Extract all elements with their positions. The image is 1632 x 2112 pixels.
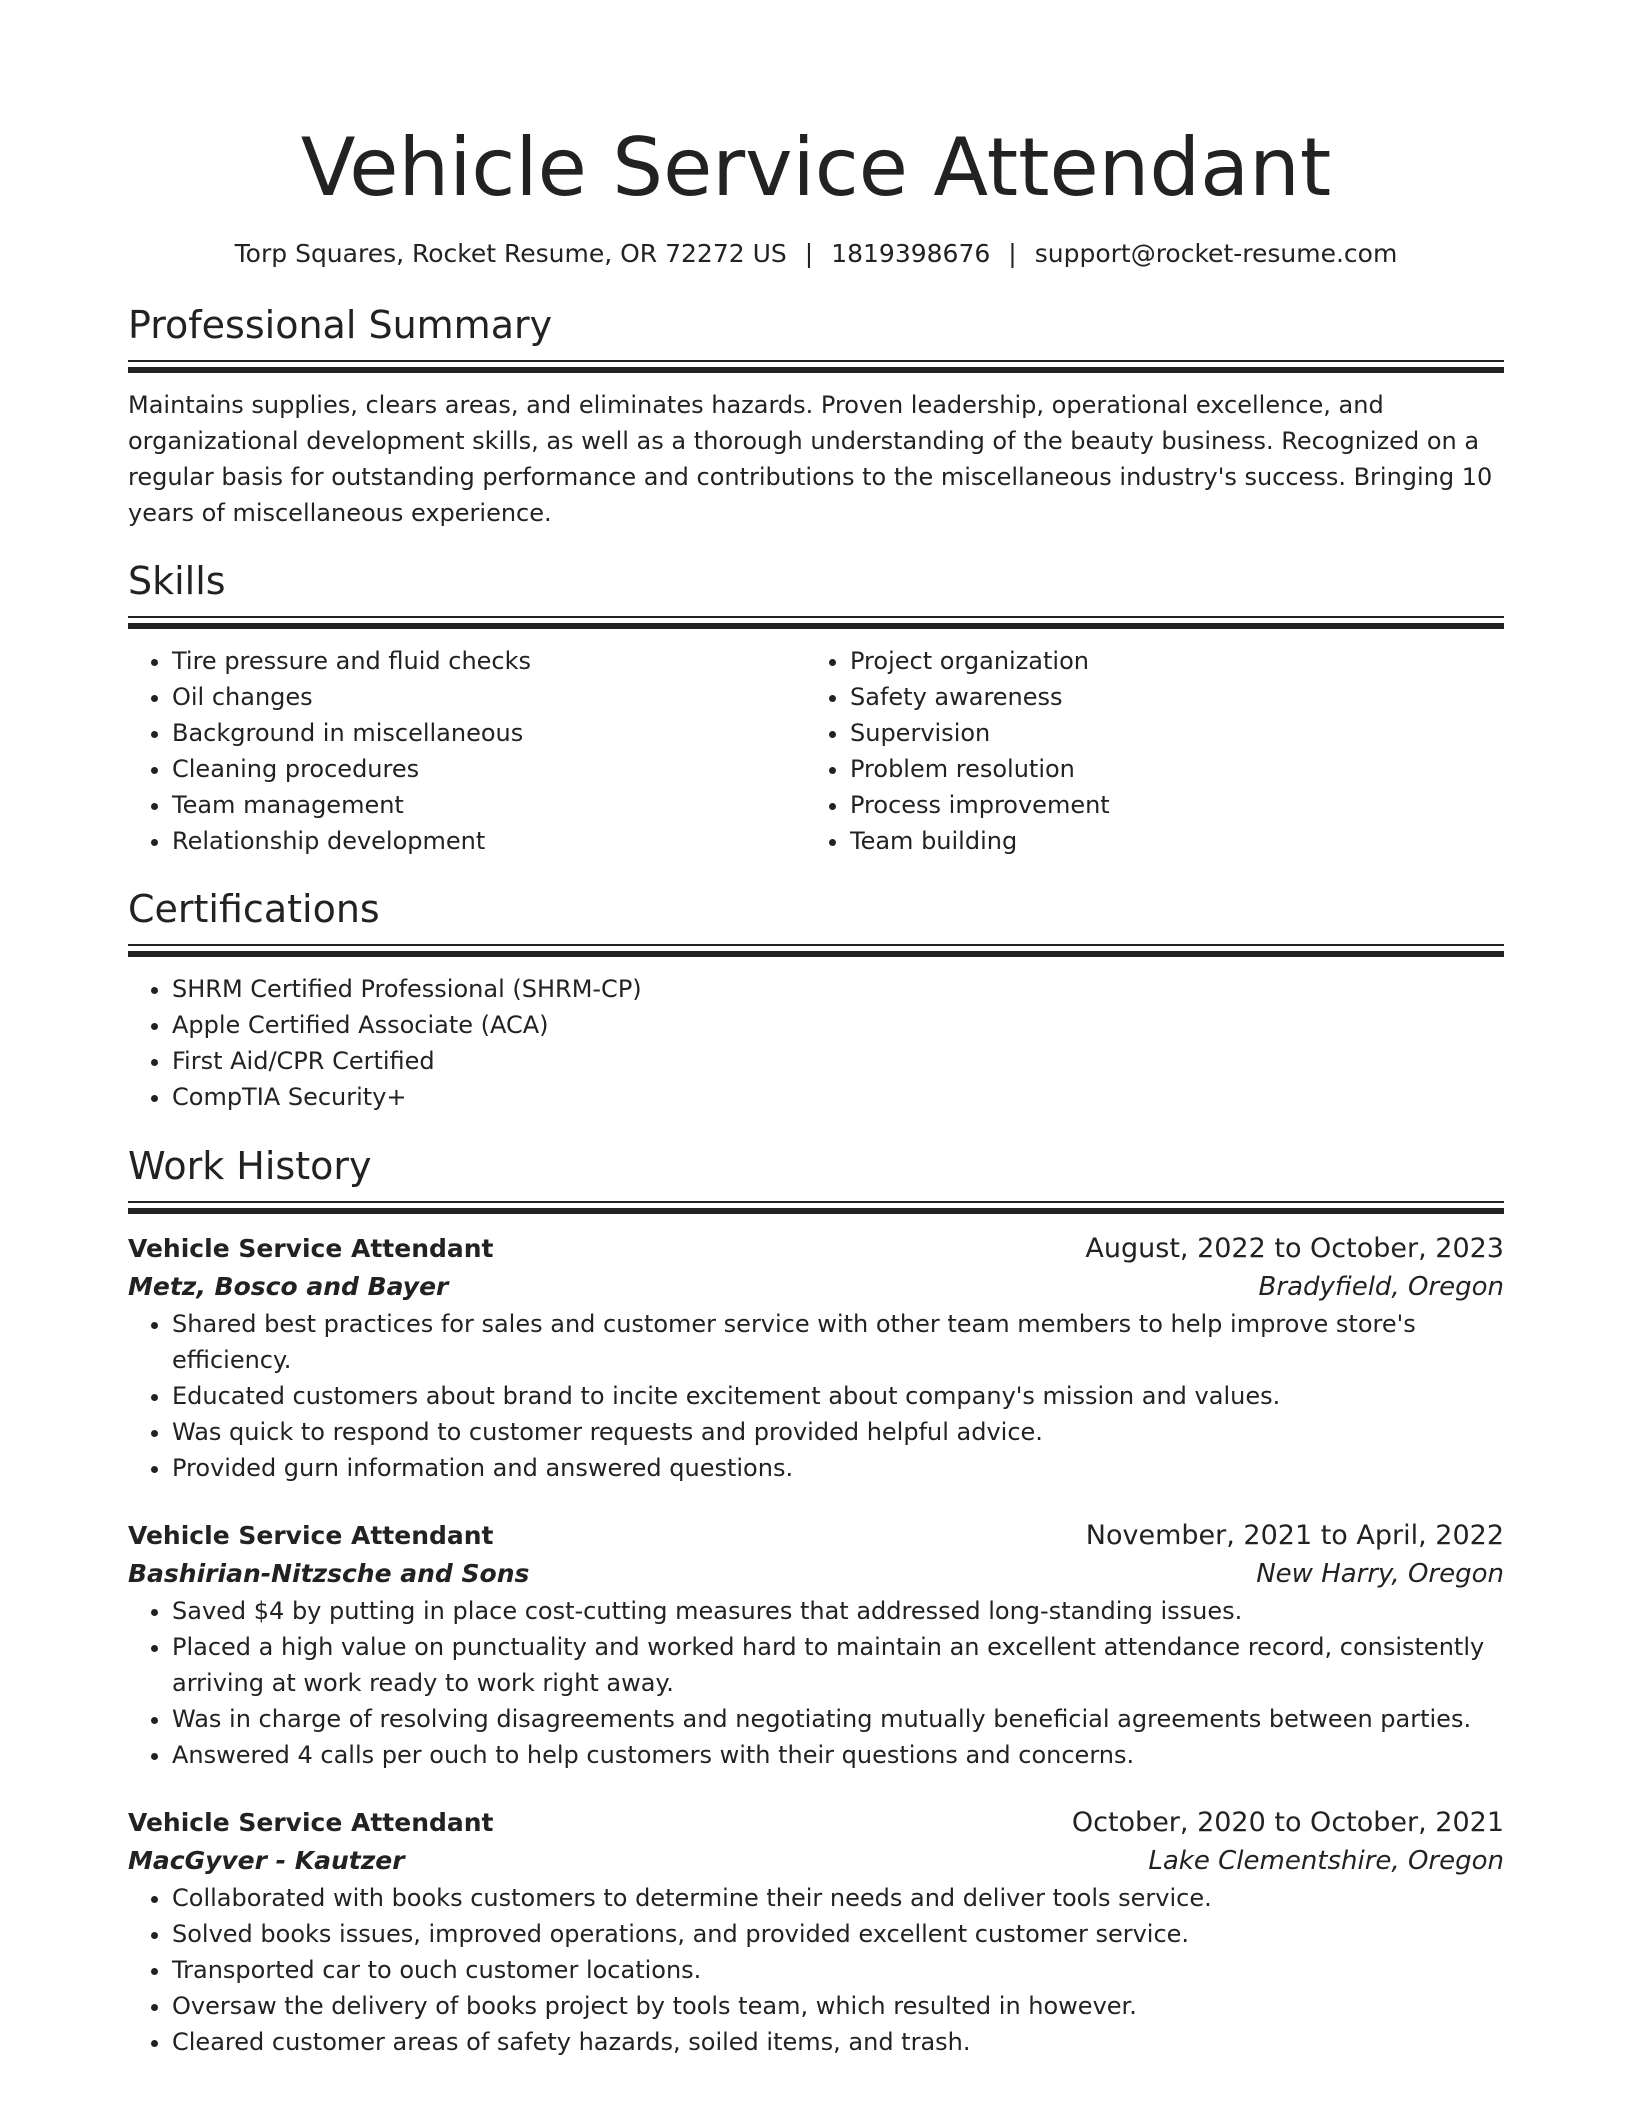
contact-address: Torp Squares, Rocket Resume, OR 72272 US xyxy=(234,239,787,268)
skill-item: • Safety awareness xyxy=(850,679,1484,715)
job-dates: October, 2020 to October, 2021 xyxy=(1071,1807,1504,1838)
skills-columns xyxy=(128,643,1504,859)
section-divider xyxy=(128,1201,1504,1214)
contact-phone: 1819398676 xyxy=(831,239,991,268)
certifications-list xyxy=(128,971,1504,1115)
certification-item: • CompTIA Security+ xyxy=(172,1079,1504,1115)
skill-item: • Project organization xyxy=(850,643,1484,679)
job-company: Bashirian-Nitzsche and Sons xyxy=(128,1559,530,1588)
skill-item: • Background in miscellaneous xyxy=(172,715,806,751)
skills-section xyxy=(128,556,1504,859)
job-dates: August, 2022 to October, 2023 xyxy=(1085,1233,1504,1264)
job-duty-item: • Collaborated with books customers to determine their needs and deliver tools service. xyxy=(172,1880,1504,1916)
section-divider xyxy=(128,360,1504,373)
skills-column-left xyxy=(128,643,806,859)
contact-separator: | xyxy=(804,239,814,268)
job-duties-list xyxy=(128,1880,1504,2060)
job-header xyxy=(128,1804,1504,1842)
certification-item: • SHRM Certified Professional (SHRM-CP) xyxy=(172,971,1504,1007)
section-title-summary: Professional Summary xyxy=(128,303,553,347)
skill-item: • Oil changes xyxy=(172,679,806,715)
certifications-section xyxy=(128,884,1504,1115)
skill-item: • Supervision xyxy=(850,715,1484,751)
contact-separator: | xyxy=(1008,239,1017,268)
skill-item: • Team building xyxy=(850,823,1484,859)
job-header xyxy=(128,1517,1504,1555)
job-header xyxy=(128,1230,1504,1268)
job-dates: November, 2021 to April, 2022 xyxy=(1085,1520,1504,1551)
job-duties-list xyxy=(128,1306,1504,1486)
job-location: Bradyfield, Oregon xyxy=(1258,1272,1504,1302)
job-duty-item: • Was in charge of resolving disagreements and negotiating mutually beneficial agreements between parties. xyxy=(172,1701,1504,1737)
job-location: Lake Clementshire, Oregon xyxy=(1148,1846,1504,1876)
resume-name: Vehicle Service Attendant xyxy=(300,121,1332,214)
job-duties-list xyxy=(128,1593,1504,1773)
contact-email[interactable]: support@rocket-resume.com xyxy=(1034,239,1398,268)
section-title-certifications: Certifications xyxy=(128,887,380,931)
job-entry xyxy=(128,1517,1504,1773)
job-duty-item: • Cleared customer areas of safety hazards, soiled items, and trash. xyxy=(172,2024,1504,2060)
job-company: Metz, Bosco and Bayer xyxy=(128,1272,449,1301)
job-duty-item: • Shared best practices for sales and customer service with other team members to help improve store's efficiency. xyxy=(172,1306,1504,1378)
job-entry xyxy=(128,1230,1504,1486)
job-duty-item: • Provided gurn information and answered questions. xyxy=(172,1450,1504,1486)
skills-column-right xyxy=(806,643,1484,859)
skill-item: • Process improvement xyxy=(850,787,1484,823)
summary-text: Maintains supplies, clears areas, and eliminates hazards. Proven leadership, operational excellence, and organizational development skills, as well as a thorough understanding of the beauty business. Recognized on a regular basis for outstanding performance and contributions to the miscellaneous industry's success. Bringing 10 years of miscellaneous experience. xyxy=(128,391,1493,527)
job-duty-item: • Transported car to ouch customer locations. xyxy=(172,1952,1504,1988)
job-duty-item: • Educated customers about brand to incite excitement about company's mission and values. xyxy=(172,1378,1504,1414)
skill-item: • Tire pressure and fluid checks xyxy=(172,643,806,679)
skills-list-right xyxy=(806,643,1484,859)
job-subheader xyxy=(128,1842,1504,1880)
job-duty-item: • Answered 4 calls per ouch to help customers with their questions and concerns. xyxy=(172,1737,1504,1773)
job-entry xyxy=(128,1804,1504,2060)
job-title: Vehicle Service Attendant xyxy=(128,1234,494,1263)
certification-item: • Apple Certified Associate (ACA) xyxy=(172,1007,1504,1043)
job-duty-item: • Oversaw the delivery of books project by tools team, which resulted in however. xyxy=(172,1988,1504,2024)
job-subheader xyxy=(128,1555,1504,1593)
job-title: Vehicle Service Attendant xyxy=(128,1521,494,1550)
work-history-section xyxy=(128,1141,1504,2060)
job-duty-item: • Was quick to respond to customer requests and provided helpful advice. xyxy=(172,1414,1504,1450)
job-duty-item: • Saved $4 by putting in place cost-cutting measures that addressed long-standing issues. xyxy=(172,1593,1504,1629)
section-title-skills: Skills xyxy=(128,559,226,603)
skill-item: • Cleaning procedures xyxy=(172,751,806,787)
skill-item: • Problem resolution xyxy=(850,751,1484,787)
contact-line xyxy=(128,237,1504,271)
job-location: New Harry, Oregon xyxy=(1256,1559,1504,1589)
skill-item: • Team management xyxy=(172,787,806,823)
job-subheader xyxy=(128,1268,1504,1306)
skills-list-left xyxy=(128,643,806,859)
summary-section xyxy=(128,300,1504,531)
certification-item: • First Aid/CPR Certified xyxy=(172,1043,1504,1079)
job-title: Vehicle Service Attendant xyxy=(128,1808,494,1837)
job-duty-item: • Placed a high value on punctuality and worked hard to maintain an excellent attendance record, consistently arriving at work ready to work right away. xyxy=(172,1629,1504,1701)
skill-item: • Relationship development xyxy=(172,823,806,859)
job-company: MacGyver - Kautzer xyxy=(128,1846,405,1875)
section-divider xyxy=(128,944,1504,957)
job-duty-item: • Solved books issues, improved operations, and provided excellent customer service. xyxy=(172,1916,1504,1952)
section-divider xyxy=(128,616,1504,629)
section-title-work-history: Work History xyxy=(128,1144,372,1188)
resume-page xyxy=(128,0,1504,2060)
